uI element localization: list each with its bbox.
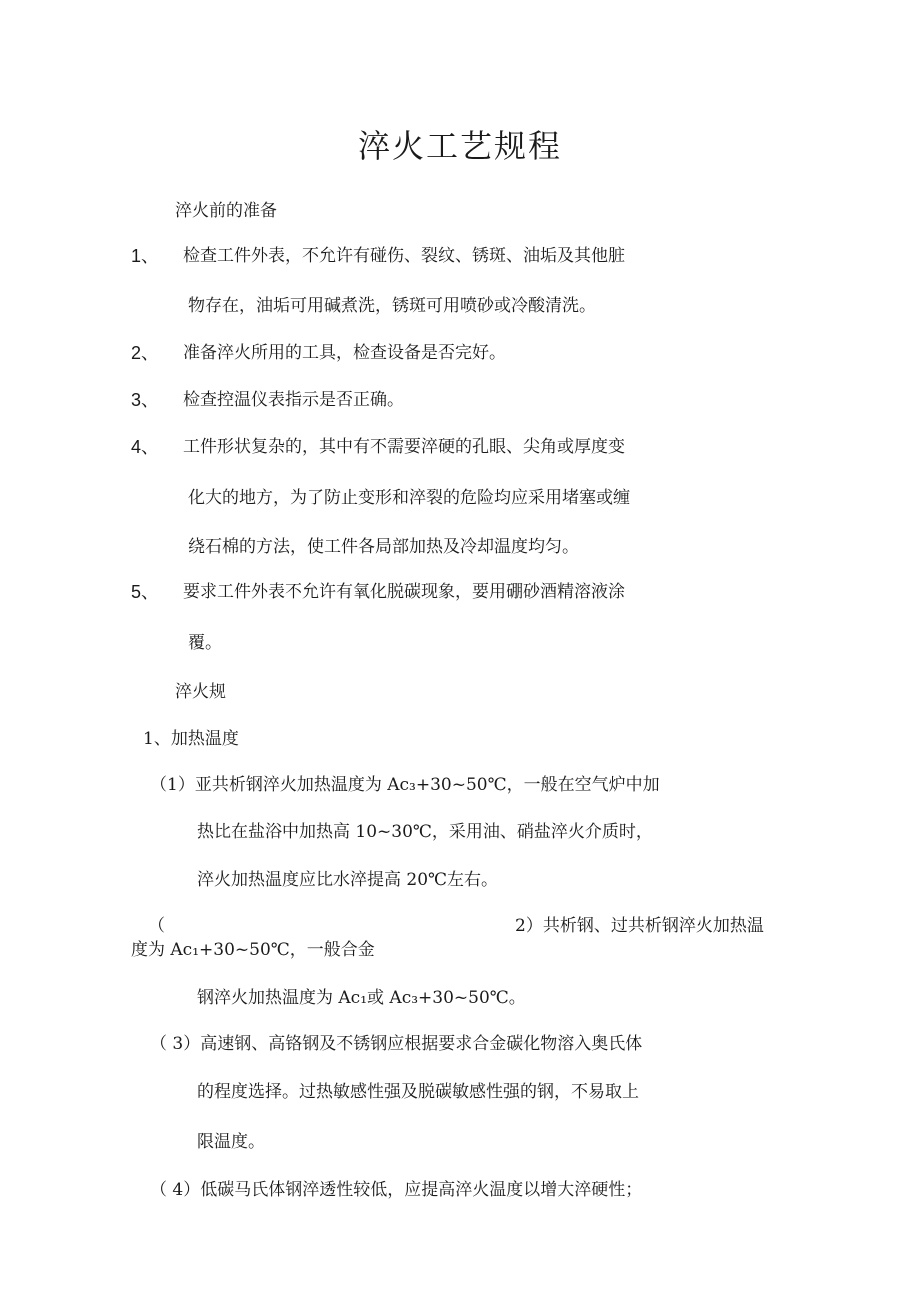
document-title: 淬火工艺规程 — [357, 127, 562, 165]
list-item-text: 绕石棉的方法，使工件各局部加热及冷却温度均匀。 — [188, 537, 579, 557]
list-item-text: 覆。 — [188, 633, 222, 653]
list-item-text: 要求工件外表不允许有氧化脱碳现象，要用硼砂酒精溶液涂 — [183, 582, 625, 602]
list-item-text: 工件形状复杂的，其中有不需要淬硬的孔眼、尖角或厚度变 — [183, 437, 625, 457]
section-heading-quenching-spec: 淬火规 — [175, 682, 226, 702]
list-item-text: 准备淬火所用的工具，检查设备是否完好。 — [183, 343, 506, 363]
paragraph-line: 热比在盐浴中加热高 10~30℃，采用油、硝盐淬火介质时， — [197, 822, 653, 842]
paragraph-line: 限温度。 — [197, 1132, 265, 1152]
list-item-text: 检查工件外表，不允许有碰伤、裂纹、锈斑、油垢及其他脏 — [183, 246, 625, 266]
paragraph-line: （ 4）低碳马氏体钢淬透性较低，应提高淬火温度以增大淬硬性； — [150, 1180, 643, 1200]
list-item-number: 2、 — [131, 343, 160, 363]
paragraph-line: （1）亚共析钢淬火加热温度为 Ac₃+30~50℃，一般在空气炉中加 — [150, 775, 660, 795]
paragraph-line: （ 3）高速钢、高铬钢及不锈钢应根据要求合金碳化物溶入奥氏体 — [150, 1034, 643, 1054]
paragraph-line: 钢淬火加热温度为 Ac₁或 Ac₃+30~50℃。 — [197, 988, 526, 1008]
list-item-number: 5、 — [131, 582, 160, 602]
paragraph-line: 的程度选择。过热敏感性强及脱碳敏感性强的钢，不易取上 — [197, 1082, 639, 1102]
list-item-number: 1、 — [131, 246, 160, 266]
section-heading-preparation: 淬火前的准备 — [175, 201, 277, 221]
list-item-text: 检查控温仪表指示是否正确。 — [183, 390, 404, 410]
list-item-text: 化大的地方，为了防止变形和淬裂的危险均应采用堵塞或缠 — [188, 488, 630, 508]
paragraph-open-paren: （ — [148, 916, 165, 936]
paragraph-line: 度为 Ac₁+30~50℃，一般合金 — [131, 940, 375, 960]
paragraph-line: 2）共析钢、过共析钢淬火加热温 — [515, 916, 764, 936]
list-item-number: 4、 — [131, 437, 160, 457]
paragraph-line: 淬火加热温度应比水淬提高 20℃左右。 — [197, 870, 499, 890]
list-item-number: 3、 — [131, 390, 160, 410]
list-item-text: 物存在，油垢可用碱煮洗，锈斑可用喷砂或冷酸清洗。 — [188, 296, 596, 316]
sub-heading-heating-temperature: 1、加热温度 — [143, 729, 239, 749]
